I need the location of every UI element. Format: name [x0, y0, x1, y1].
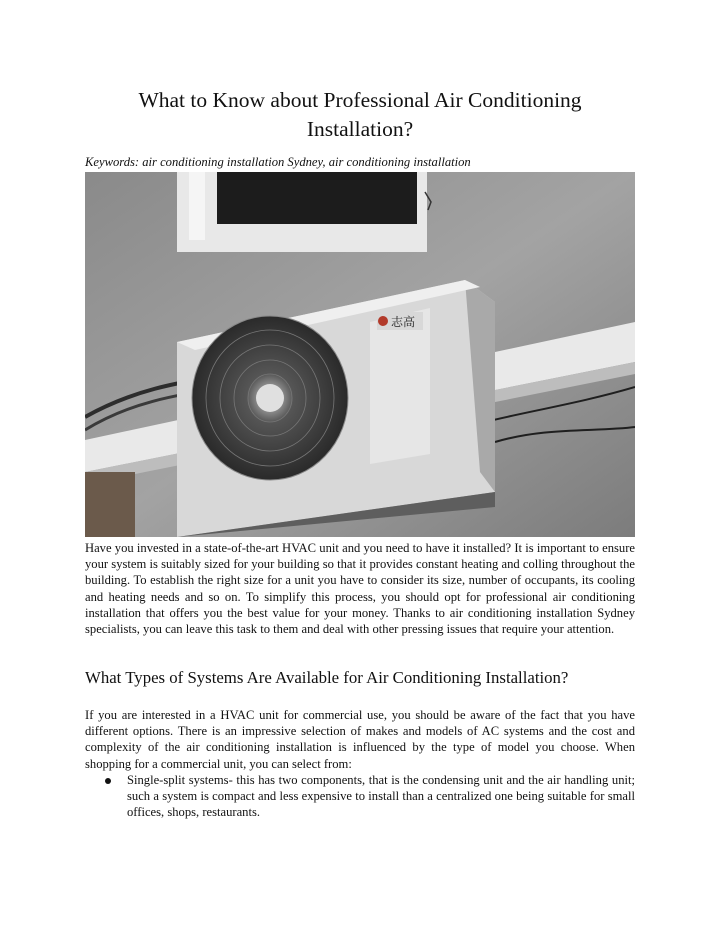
section-heading: What Types of Systems Are Available for Air Conditioning Installation?: [85, 668, 569, 687]
air-conditioner-photo: [85, 172, 635, 537]
keywords-line: Keywords: air conditioning installation Sydney, air conditioning installation: [85, 155, 471, 169]
page-title: What to Know about Professional Air Conditioning Installation?: [138, 88, 582, 141]
bullet-icon: [105, 778, 111, 784]
list-item-text: Single-split systems- this has two components, that is the condensing unit and the air handling unit; such a system is compact and less expensive to install than a centralized one being suitable for small offices, shops, restaurants.: [127, 773, 635, 820]
svg-text:志高: 志高: [391, 315, 416, 329]
intro-paragraph: Have you invested in a state-of-the-art HVAC unit and you need to have it installed? It is important to ensure your system is suitably sized for your building so that it provides constant heating and colling throughout the building. To establish the right size for a unit you have to consider its size, number of occupants, its cooling and heating needs and so on. To simplify this process, you should opt for professional air conditioning installation that offers you the best value for your money. Thanks to air conditioning installation Sydney specialists, you can leave this task to them and deal with other pressing issues that require your attention.: [85, 541, 635, 637]
section-paragraph: If you are interested in a HVAC unit for commercial use, you should be aware of the fact that you have different options. There is an impressive selection of makes and models of AC systems and the cost and complexity of the air conditioning installation is influenced by the type of model you choose. When shopping for a commercial unit, you can select from:: [85, 708, 635, 771]
system-types-list: [85, 772, 635, 821]
list-item: [85, 772, 635, 821]
